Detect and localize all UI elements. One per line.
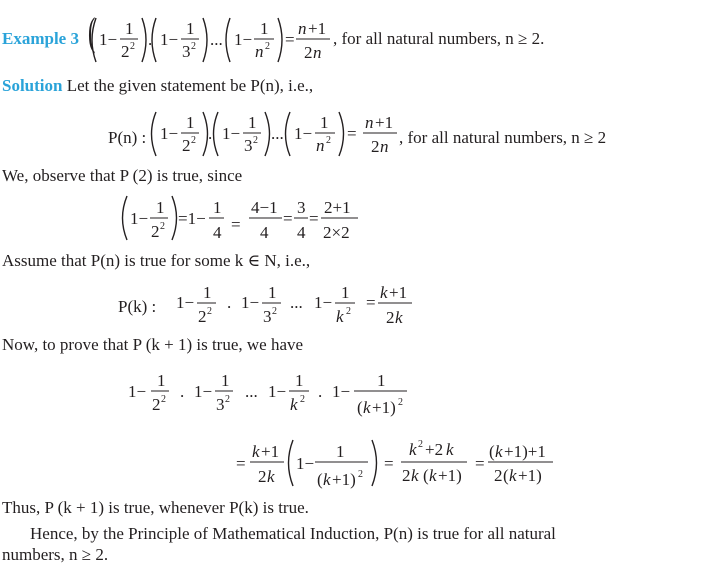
svg-text:k: k [267,467,275,486]
svg-text:2: 2 [402,466,411,485]
svg-text:=: = [475,454,485,473]
svg-text:=: = [366,293,376,312]
svg-text:=: = [231,215,241,234]
svg-text:2: 2 [265,41,270,52]
svg-text:k: k [252,442,260,461]
svg-text:1: 1 [221,371,230,390]
svg-text:+1: +1 [308,19,327,38]
svg-text:k: k [509,466,517,485]
svg-text:=: = [309,209,319,228]
svg-text:1−: 1− [128,382,147,401]
svg-text:1: 1 [320,113,329,132]
solution-heading: Solution [2,76,63,95]
svg-text:1: 1 [186,19,195,38]
thus-text: Thus, P (k + 1) is true, whenever P(k) is true. [2,498,309,517]
svg-text:.: . [208,124,213,143]
svg-text:+1: +1 [375,113,394,132]
hence-line-2: numbers, n ≥ 2. [2,545,109,564]
svg-text:k: k [363,398,371,417]
svg-text:2: 2 [386,308,395,327]
svg-text:2: 2 [191,135,196,146]
svg-text:.: . [180,382,185,401]
pk-label: P(k) : [118,297,157,316]
svg-text:1−: 1− [130,209,149,228]
svg-text:1: 1 [377,371,386,390]
example-heading: Example 3 [2,29,79,48]
svg-text:n: n [316,136,325,155]
svg-text:2: 2 [358,469,363,480]
svg-text:.: . [318,382,323,401]
svg-text:3: 3 [216,395,225,414]
solution-text: Let the given statement be P(n), i.e., [66,76,314,95]
svg-text:+1: +1 [261,442,280,461]
svg-text:2: 2 [121,42,130,61]
svg-text:(: ( [489,442,495,461]
svg-text:n: n [365,113,374,132]
svg-text:1: 1 [336,442,345,461]
svg-text:1−: 1− [99,30,118,49]
pn-lhs: P(n) : [108,128,147,147]
svg-text:4: 4 [213,223,222,242]
svg-text:1−: 1− [160,124,179,143]
svg-text:1: 1 [157,371,166,390]
hence-line-1: Hence, by the Principle of Mathematical Induction, P(n) is true for all natural [30,524,556,543]
svg-text:2+1: 2+1 [324,198,351,217]
svg-text:2: 2 [207,306,212,317]
svg-text:1: 1 [260,19,269,38]
svg-text:1: 1 [248,113,257,132]
svg-text:1: 1 [268,283,277,302]
svg-text:k: k [323,470,331,489]
svg-text:1−: 1− [194,382,213,401]
svg-text:=: = [347,124,357,143]
svg-text:1: 1 [341,283,350,302]
svg-text:1−: 1− [314,293,333,312]
svg-text:k: k [290,395,298,414]
svg-text:=: = [283,209,293,228]
assume-text: Assume that P(n) is true for some k ∈ N, i.e., [2,251,311,270]
svg-text:n: n [255,42,264,61]
svg-text:2: 2 [258,467,267,486]
svg-text:2: 2 [152,395,161,414]
svg-text:n: n [313,43,322,62]
svg-text:+1)+1: +1)+1 [504,442,546,461]
svg-text:k: k [429,466,437,485]
svg-text:.: . [148,30,153,49]
svg-text:1: 1 [213,198,222,217]
svg-text:(: ( [317,470,323,489]
svg-text:2×2: 2×2 [323,223,350,242]
svg-text:4: 4 [260,223,269,242]
svg-text:...: ... [290,293,303,312]
svg-text:+1: +1 [389,283,408,302]
svg-text:2: 2 [151,222,160,241]
svg-text:2: 2 [494,466,503,485]
svg-text:k: k [495,442,503,461]
svg-text:2: 2 [253,135,258,146]
svg-text:1: 1 [186,113,195,132]
svg-text:1−: 1− [332,382,351,401]
svg-text:2: 2 [130,41,135,52]
svg-text:2: 2 [182,136,191,155]
svg-text:1−: 1− [296,454,315,473]
svg-text:+2: +2 [425,440,444,459]
svg-text:2: 2 [272,306,277,317]
svg-text:n: n [298,19,307,38]
svg-text:...: ... [271,124,284,143]
svg-text:k: k [336,307,344,326]
svg-text:2: 2 [418,439,423,450]
svg-text:1−: 1− [268,382,287,401]
svg-text:+1): +1) [372,398,396,417]
svg-text:=: = [236,454,246,473]
observe-text: We, observe that P (2) is true, since [2,166,243,185]
svg-text:k: k [411,466,419,485]
svg-text:1−: 1− [234,30,253,49]
svg-text:2: 2 [161,394,166,405]
svg-text:n: n [380,137,389,156]
svg-text:=: = [384,454,394,473]
svg-text:2: 2 [326,135,331,146]
svg-text:2: 2 [346,306,351,317]
svg-text:+1): +1) [332,470,356,489]
svg-text:+1): +1) [518,466,542,485]
prove-text: Now, to prove that P (k + 1) is true, we have [2,335,304,354]
svg-text:=1−: =1− [178,209,206,228]
svg-text:2: 2 [371,137,380,156]
svg-text:1: 1 [125,19,134,38]
svg-text:3: 3 [297,198,306,217]
svg-text:k: k [380,283,388,302]
example-tail: , for all natural numbers, n ≥ 2. [333,29,545,48]
svg-text:2: 2 [304,43,313,62]
svg-text:1: 1 [295,371,304,390]
svg-text:k: k [409,440,417,459]
svg-text:3: 3 [244,136,253,155]
svg-text:3: 3 [263,307,272,326]
svg-text:4: 4 [297,223,306,242]
svg-text:(: ( [503,466,509,485]
svg-text:(: ( [357,398,363,417]
svg-text:1: 1 [203,283,212,302]
svg-text:1: 1 [156,198,165,217]
svg-text:1−: 1− [176,293,195,312]
svg-text:=: = [285,30,295,49]
svg-text:k: k [395,308,403,327]
svg-text:k: k [446,440,454,459]
pn-tail: , for all natural numbers, n ≥ 2 [399,128,607,147]
svg-text:4−1: 4−1 [251,198,278,217]
svg-text:2: 2 [398,397,403,408]
svg-text:.: . [227,293,232,312]
svg-text:2: 2 [300,394,305,405]
svg-text:(: ( [423,466,429,485]
svg-text:2: 2 [191,41,196,52]
svg-text:1−: 1− [241,293,260,312]
svg-text:(: ( [87,9,96,54]
svg-text:1−: 1− [160,30,179,49]
svg-text:1−: 1− [222,124,241,143]
svg-text:2: 2 [198,307,207,326]
svg-text:2: 2 [160,221,165,232]
svg-text:...: ... [210,30,223,49]
svg-text:1−: 1− [294,124,313,143]
svg-text:3: 3 [182,42,191,61]
svg-text:+1): +1) [438,466,462,485]
svg-text:2: 2 [225,394,230,405]
svg-text:...: ... [245,382,258,401]
